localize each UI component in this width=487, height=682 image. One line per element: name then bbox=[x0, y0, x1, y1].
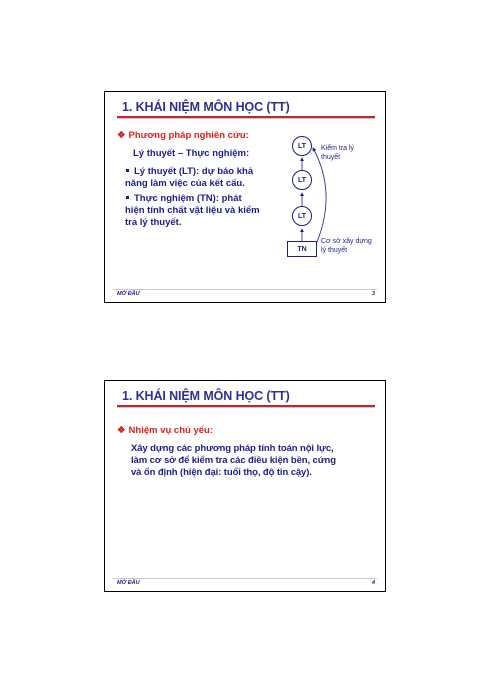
footer-section: MỞ ĐẦU bbox=[117, 291, 140, 297]
footer-divider bbox=[113, 289, 377, 290]
section-heading-text: Phương pháp nghiên cứu: bbox=[128, 130, 249, 141]
label-check-theory-line1: Kiểm tra lý bbox=[321, 145, 355, 152]
bullet-experiment-line1: Thực nghiệm (TN): phát bbox=[134, 193, 242, 204]
node-lt-middle: LT bbox=[292, 170, 312, 190]
footer-divider bbox=[113, 578, 377, 579]
page-number: 4 bbox=[371, 580, 375, 586]
label-theory-basis-line1: Cơ sở xây dựng bbox=[321, 238, 372, 245]
task-description-line1: Xây dựng các phương pháp tính toán nội lực, bbox=[131, 443, 334, 454]
label-theory-basis bbox=[321, 238, 372, 255]
feedback-arc-arrow bbox=[313, 148, 326, 242]
section-heading-text: Nhiệm vụ chủ yếu: bbox=[128, 425, 213, 436]
box-tn: TN bbox=[287, 241, 317, 257]
title-divider bbox=[117, 405, 375, 408]
slide-4 bbox=[104, 380, 386, 592]
bullet-theory-line2: năng làm việc của kết cấu. bbox=[125, 178, 245, 189]
diamond-bullet-icon: ❖ bbox=[117, 130, 126, 141]
footer-section: MỞ ĐẦU bbox=[117, 580, 140, 586]
section-heading bbox=[117, 425, 213, 436]
bullet-experiment-line2: hiện tính chất vật liệu và kiểm bbox=[125, 205, 260, 216]
label-check-theory-line2: thuyết bbox=[321, 153, 341, 161]
bullet-experiment-line3: tra lý thuyết. bbox=[125, 217, 182, 228]
task-description-line2: làm cơ sở để kiểm tra các điều kiện bền, cứng bbox=[131, 455, 336, 466]
node-lt-lower: LT bbox=[292, 206, 312, 226]
node-lt-top: LT bbox=[292, 136, 312, 156]
label-check-theory bbox=[321, 145, 354, 162]
bullet-theory-line1: Lý thuyết (LT): dự báo khả bbox=[134, 166, 254, 177]
task-description bbox=[131, 443, 381, 479]
label-theory-basis-line2: lý thuyết bbox=[321, 246, 348, 254]
theory-experiment-diagram bbox=[105, 92, 385, 292]
subheading: Lý thuyết – Thực nghiệm: bbox=[133, 148, 250, 159]
slide-title: 1. KHÁI NIỆM MÔN HỌC (TT) bbox=[122, 100, 290, 114]
slide-3 bbox=[104, 91, 386, 303]
page-number: 3 bbox=[371, 291, 375, 297]
diamond-bullet-icon: ❖ bbox=[117, 425, 126, 436]
slide-title: 1. KHÁI NIỆM MÔN HỌC (TT) bbox=[122, 389, 290, 403]
task-description-line3: và ổn định (hiện đại: tuổi thọ, độ tin cậy). bbox=[131, 467, 312, 478]
